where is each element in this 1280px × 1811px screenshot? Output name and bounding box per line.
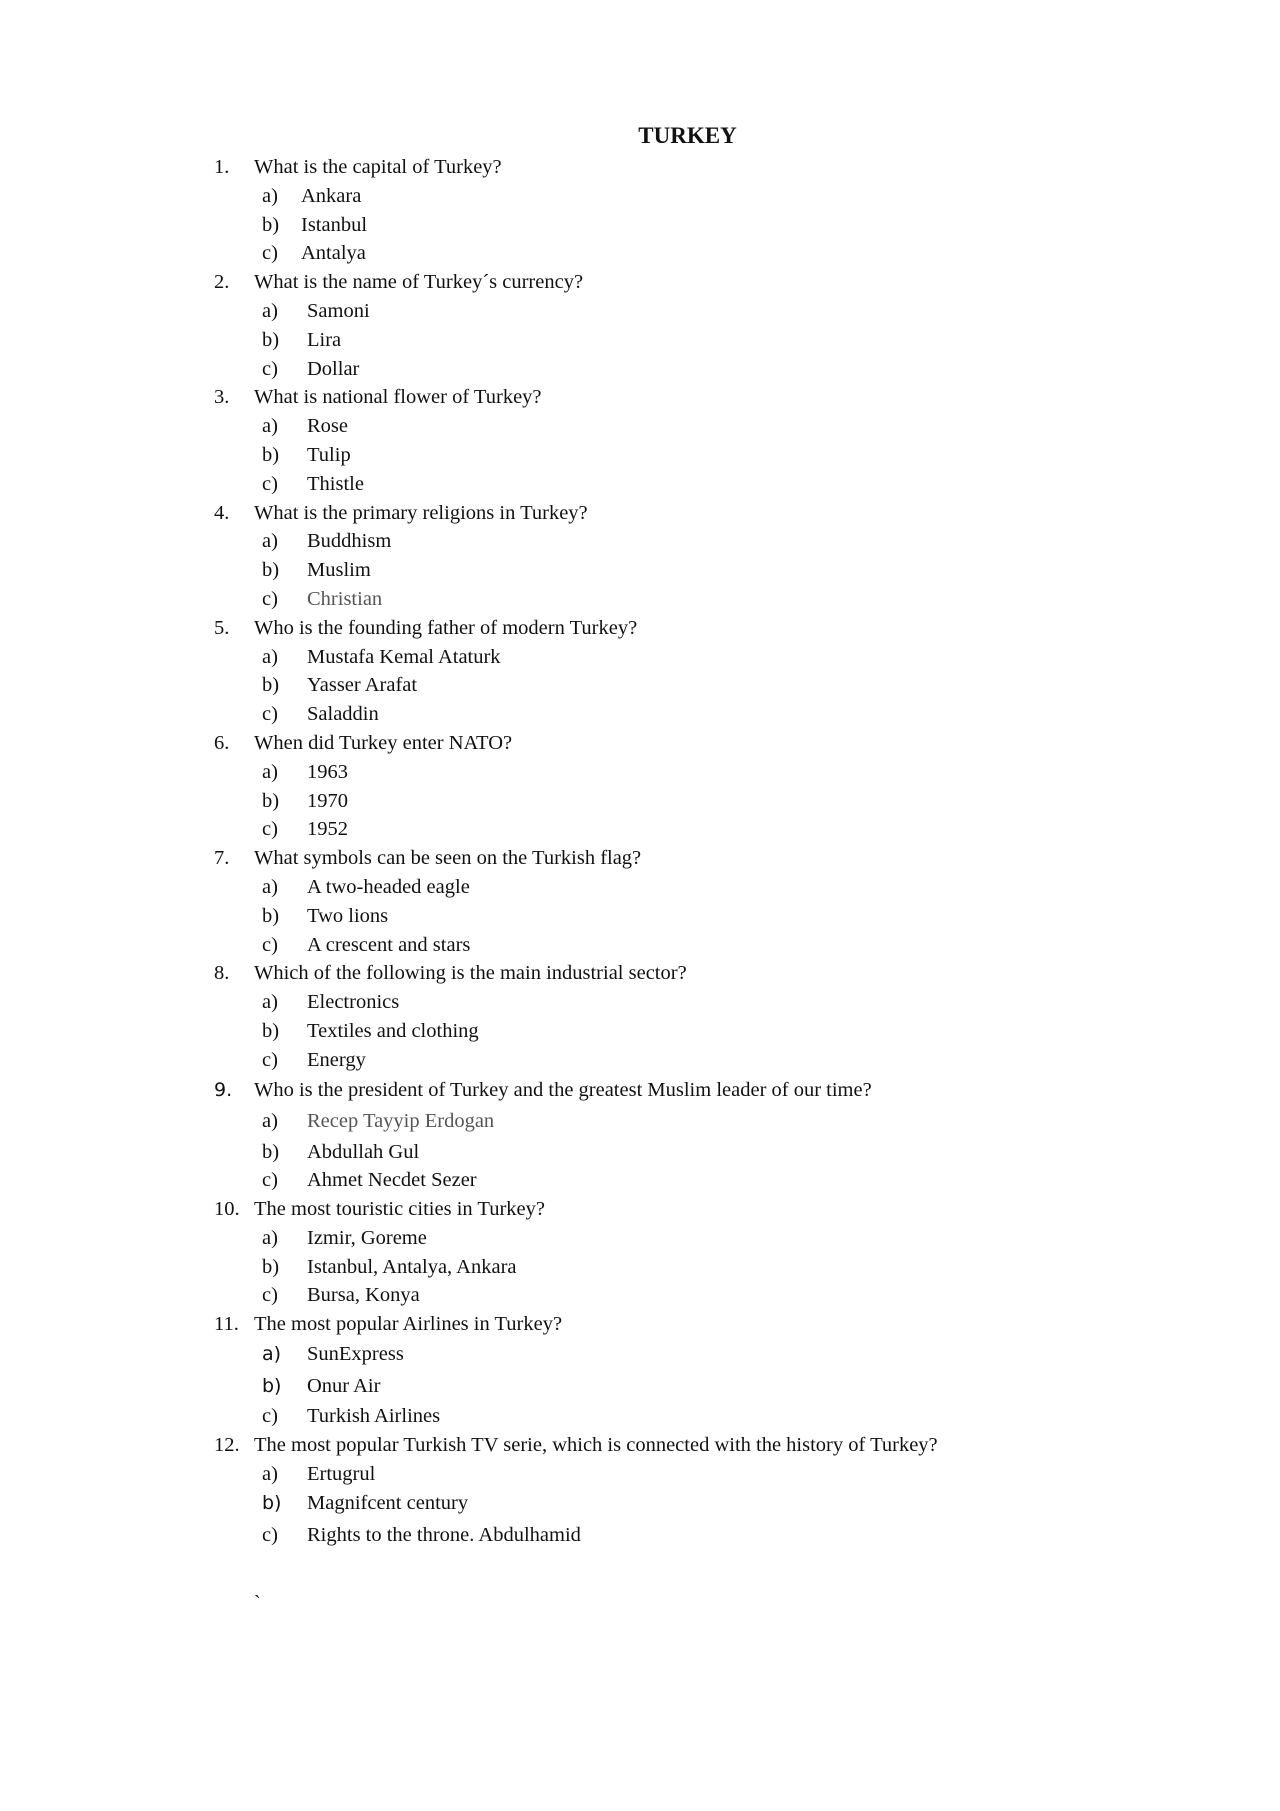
option-letter: b) (262, 1374, 282, 1397)
option-4c (0, 585, 1280, 614)
option-text: Istanbul (301, 213, 368, 236)
option-6b (0, 787, 1280, 816)
option-text: Rose (307, 415, 348, 438)
question-number: 3. (214, 386, 230, 409)
option-letter: b) (262, 1140, 280, 1163)
question-1 (0, 153, 1280, 182)
option-12a (0, 1460, 1280, 1489)
option-letter: b) (262, 328, 280, 351)
option-8a (0, 988, 1280, 1017)
option-text: Yasser Arafat (307, 674, 418, 697)
question-number: 5. (214, 616, 230, 639)
question-number: 7. (214, 847, 230, 870)
option-text: Ahmet Necdet Sezer (307, 1169, 477, 1192)
option-text: 1952 (307, 818, 348, 841)
option-letter: a) (262, 184, 278, 207)
option-10b (0, 1253, 1280, 1282)
question-6 (0, 729, 1280, 758)
option-letter: c) (262, 472, 278, 495)
option-letter: b) (262, 1255, 280, 1278)
question-text: Which of the following is the main industrial sector? (254, 962, 687, 985)
option-text: Tulip (307, 443, 351, 466)
option-text: Antalya (301, 242, 366, 265)
option-5b (0, 671, 1280, 700)
option-text: Izmir, Goreme (307, 1226, 427, 1249)
option-text: Magnifcent century (307, 1492, 469, 1515)
option-letter: c) (262, 587, 278, 610)
option-letter: a) (262, 1462, 278, 1485)
option-letter: c) (262, 703, 278, 726)
option-9b (0, 1138, 1280, 1167)
option-11a (0, 1339, 1280, 1371)
option-letter: b) (262, 213, 280, 236)
option-text: SunExpress (307, 1343, 404, 1366)
option-text: Istanbul, Antalya, Ankara (307, 1255, 517, 1278)
option-3b (0, 441, 1280, 470)
option-letter: c) (262, 933, 278, 956)
question-text: What is the capital of Turkey? (254, 156, 502, 178)
option-9a (0, 1106, 1280, 1138)
option-1a (0, 182, 1280, 211)
question-7 (0, 844, 1280, 873)
option-text: Recep Tayyip Erdogan (307, 1110, 495, 1132)
option-8b (0, 1017, 1280, 1046)
question-11 (0, 1310, 1280, 1339)
option-letter: c) (262, 242, 278, 265)
question-text: Who is the founding father of modern Turkey? (254, 616, 638, 639)
option-text: A two-headed eagle (307, 875, 470, 898)
option-letter: a) (262, 530, 278, 553)
option-text: Energy (307, 1048, 366, 1071)
option-letter: b) (262, 559, 280, 582)
option-10a (0, 1224, 1280, 1253)
option-letter: a) (262, 1343, 282, 1366)
question-text: What is national flower of Turkey? (254, 386, 542, 409)
option-text: A crescent and stars (307, 933, 471, 956)
option-2b (0, 326, 1280, 355)
question-3 (0, 383, 1280, 412)
option-5c (0, 700, 1280, 729)
option-7c (0, 931, 1280, 960)
option-text: Abdullah Gul (307, 1140, 420, 1163)
option-text: Turkish Airlines (307, 1405, 441, 1428)
option-7a (0, 873, 1280, 902)
option-letter: c) (262, 818, 278, 841)
option-text: 1970 (307, 789, 348, 812)
option-1c (0, 239, 1280, 268)
option-letter: a) (262, 875, 278, 898)
option-text: Dollar (307, 357, 360, 380)
option-letter: a) (262, 299, 278, 322)
option-text: Thistle (307, 472, 364, 495)
option-text: Samoni (307, 299, 370, 322)
option-12b (0, 1488, 1280, 1520)
question-number: 6. (214, 731, 230, 754)
option-letter: a) (262, 1110, 278, 1132)
option-3c (0, 470, 1280, 499)
option-9c (0, 1166, 1280, 1195)
option-text: Lira (307, 328, 342, 351)
page-title: TURKEY (638, 123, 737, 148)
question-text: The most popular Turkish TV serie, which is connected with the history of Turkey? (254, 1433, 938, 1456)
question-text: The most touristic cities in Turkey? (254, 1198, 545, 1221)
option-1b (0, 211, 1280, 240)
option-letter: b) (262, 674, 280, 697)
option-letter: b) (262, 1019, 280, 1042)
option-letter: a) (262, 1226, 278, 1249)
option-letter: b) (262, 443, 280, 466)
question-text: The most popular Airlines in Turkey? (254, 1313, 563, 1336)
option-10c (0, 1281, 1280, 1310)
option-letter: a) (262, 760, 278, 783)
question-text: When did Turkey enter NATO? (254, 731, 513, 754)
option-11b (0, 1371, 1280, 1403)
option-text: Onur Air (307, 1374, 381, 1397)
option-text: Mustafa Kemal Ataturk (307, 645, 501, 668)
question-text: What symbols can be seen on the Turkish flag? (254, 847, 642, 870)
option-text: Saladdin (307, 703, 379, 726)
option-text: Electronics (307, 991, 400, 1014)
option-text: Two lions (307, 904, 389, 927)
option-text: Ertugrul (307, 1462, 376, 1485)
option-letter: c) (262, 1284, 278, 1307)
option-text: Muslim (307, 559, 371, 582)
option-2a (0, 297, 1280, 326)
option-12c (0, 1520, 1280, 1552)
question-text: What is the primary religions in Turkey? (254, 501, 588, 524)
option-text: Christian (307, 587, 383, 610)
question-number: 12. (214, 1433, 240, 1456)
option-8c (0, 1046, 1280, 1075)
option-2c (0, 355, 1280, 384)
question-12 (0, 1431, 1280, 1460)
option-11c (0, 1402, 1280, 1431)
stray-backtick-mark: ` (254, 1592, 261, 1614)
question-9 (0, 1075, 1280, 1107)
option-letter: c) (262, 1169, 278, 1192)
question-number: 4. (214, 501, 230, 524)
option-5a (0, 643, 1280, 672)
question-number: 9. (214, 1078, 233, 1101)
option-6c (0, 815, 1280, 844)
option-letter: c) (262, 1048, 278, 1071)
option-letter: c) (262, 1523, 278, 1546)
option-text: Rights to the throne. Abdulhamid (307, 1523, 581, 1546)
question-2 (0, 268, 1280, 297)
option-letter: b) (262, 789, 280, 812)
option-text: 1963 (307, 760, 348, 783)
option-7b (0, 902, 1280, 931)
option-letter: b) (262, 1492, 282, 1515)
option-text: Bursa, Konya (307, 1284, 420, 1307)
question-number: 1. (214, 156, 230, 178)
option-letter: c) (262, 1405, 278, 1428)
option-text: Buddhism (307, 530, 392, 553)
option-3a (0, 412, 1280, 441)
question-4 (0, 499, 1280, 528)
question-number: 11. (214, 1313, 239, 1336)
question-text: Who is the president of Turkey and the greatest Muslim leader of our time? (254, 1078, 872, 1101)
option-letter: a) (262, 645, 278, 668)
option-text: Ankara (301, 184, 362, 207)
option-text: Textiles and clothing (307, 1019, 479, 1042)
question-5 (0, 614, 1280, 643)
option-letter: a) (262, 415, 278, 438)
question-8 (0, 959, 1280, 988)
question-number: 2. (214, 271, 230, 294)
option-letter: b) (262, 904, 280, 927)
question-text: What is the name of Turkey´s currency? (254, 271, 584, 294)
option-letter: c) (262, 357, 278, 380)
option-4b (0, 556, 1280, 585)
question-number: 8. (214, 962, 230, 985)
option-4a (0, 527, 1280, 556)
option-6a (0, 758, 1280, 787)
option-letter: a) (262, 991, 278, 1014)
question-number: 10. (214, 1198, 240, 1221)
question-10 (0, 1195, 1280, 1224)
question-list (0, 153, 1280, 1551)
